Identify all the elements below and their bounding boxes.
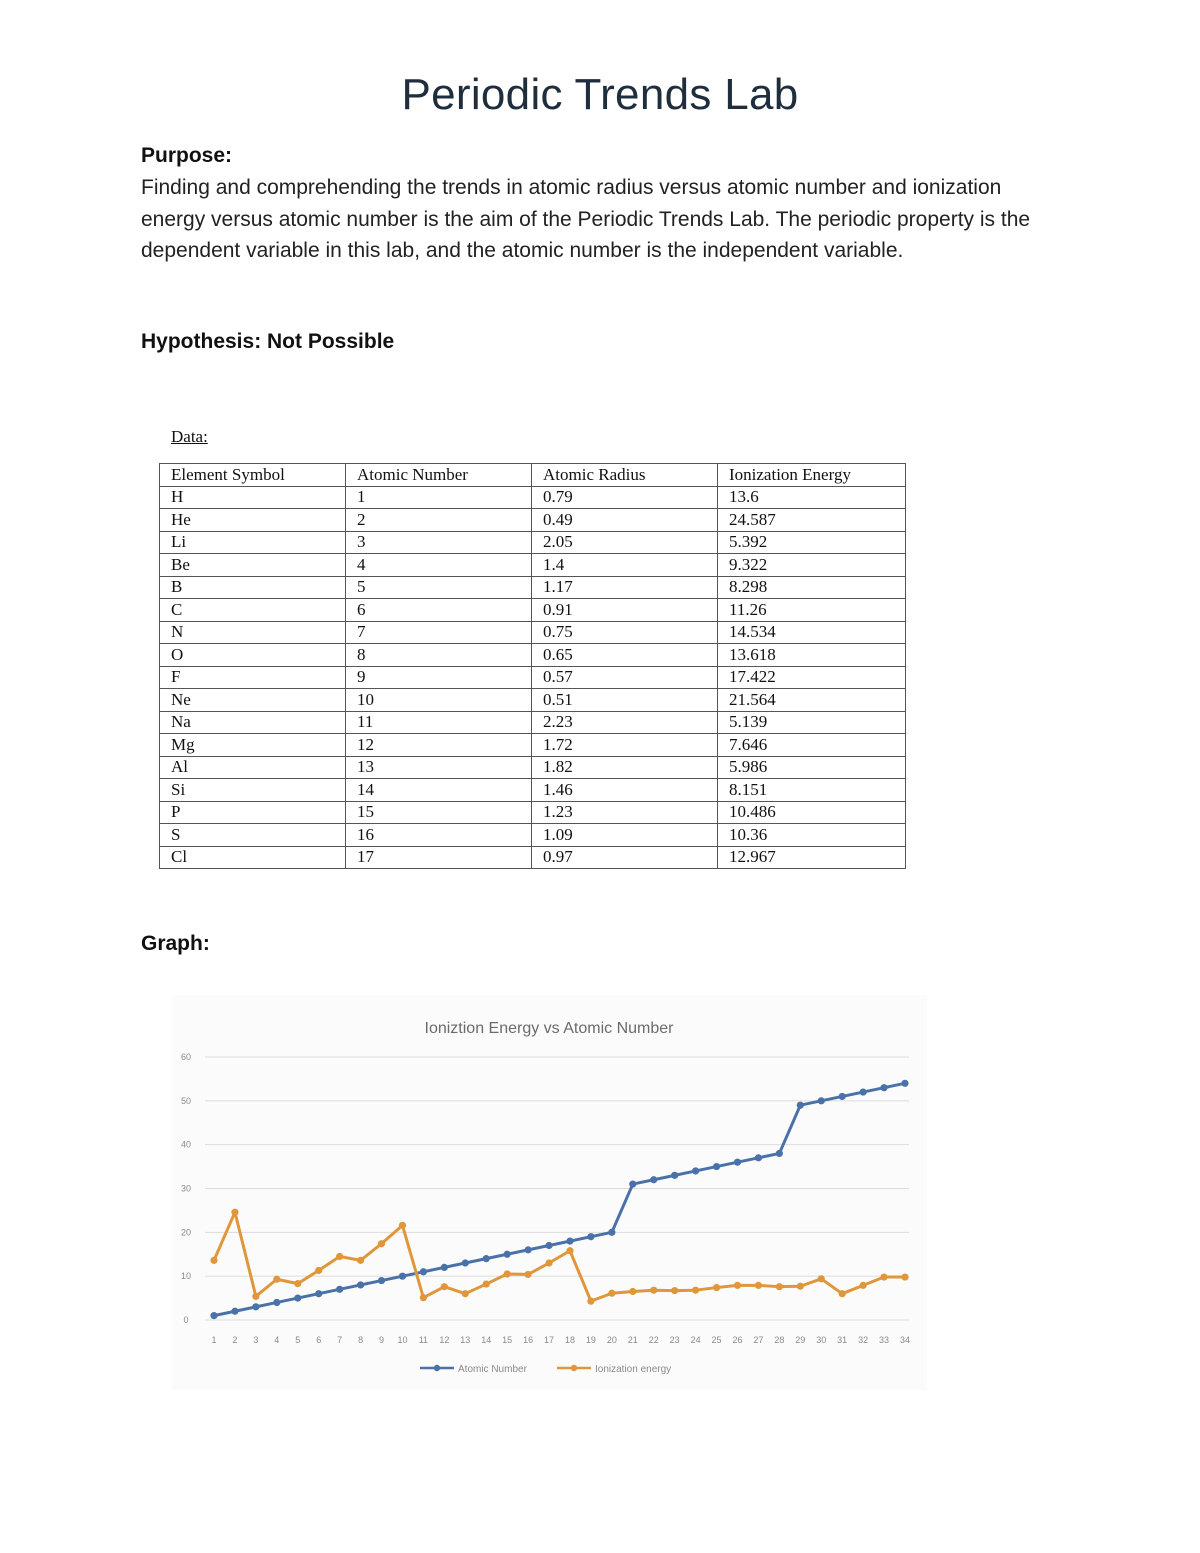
table-row <box>160 644 906 667</box>
data-point <box>671 1172 678 1179</box>
x-tick-label: 33 <box>879 1335 890 1345</box>
cell-atomic-radius: 0.57 <box>532 666 718 689</box>
x-tick-label: 19 <box>585 1335 596 1345</box>
cell-element-symbol: Na <box>160 711 346 734</box>
cell-element-symbol: S <box>160 824 346 847</box>
x-tick-label: 15 <box>502 1335 513 1345</box>
data-point <box>734 1282 741 1289</box>
cell-element-symbol: Al <box>160 756 346 779</box>
cell-atomic-number: 4 <box>346 554 532 577</box>
cell-atomic-radius: 1.82 <box>532 756 718 779</box>
x-tick-label: 22 <box>648 1335 659 1345</box>
data-point <box>545 1259 552 1266</box>
cell-ionization-energy: 7.646 <box>718 734 906 757</box>
table-row <box>160 554 906 577</box>
table-row <box>160 824 906 847</box>
x-tick-label: 31 <box>837 1335 848 1345</box>
cell-element-symbol: O <box>160 644 346 667</box>
data-point <box>294 1280 301 1287</box>
x-tick-label: 2 <box>232 1335 238 1345</box>
cell-atomic-number: 7 <box>346 621 532 644</box>
cell-ionization-energy: 12.967 <box>718 846 906 869</box>
cell-ionization-energy: 10.486 <box>718 801 906 824</box>
data-point <box>776 1150 783 1157</box>
table-row <box>160 734 906 757</box>
cell-atomic-radius: 1.72 <box>532 734 718 757</box>
cell-ionization-energy: 5.139 <box>718 711 906 734</box>
data-point <box>818 1097 825 1104</box>
x-tick-label: 18 <box>564 1335 575 1345</box>
cell-atomic-radius: 0.79 <box>532 486 718 509</box>
data-point <box>504 1270 511 1277</box>
cell-atomic-radius: 1.46 <box>532 779 718 802</box>
data-point <box>357 1257 364 1264</box>
cell-atomic-number: 1 <box>346 486 532 509</box>
cell-element-symbol: Be <box>160 554 346 577</box>
data-point <box>880 1273 887 1280</box>
cell-ionization-energy: 10.36 <box>718 824 906 847</box>
table-row <box>160 801 906 824</box>
data-point <box>860 1282 867 1289</box>
table-row <box>160 621 906 644</box>
cell-atomic-radius: 0.91 <box>532 599 718 622</box>
cell-element-symbol: C <box>160 599 346 622</box>
data-point <box>483 1255 490 1262</box>
data-point <box>901 1273 908 1280</box>
cell-atomic-radius: 0.97 <box>532 846 718 869</box>
header-ionization-energy: Ionization Energy <box>718 464 906 487</box>
data-point <box>692 1167 699 1174</box>
x-tick-label: 16 <box>523 1335 534 1345</box>
data-point <box>713 1163 720 1170</box>
data-point <box>462 1290 469 1297</box>
cell-element-symbol: Li <box>160 531 346 554</box>
data-point <box>357 1281 364 1288</box>
cell-ionization-energy: 13.618 <box>718 644 906 667</box>
cell-atomic-radius: 1.09 <box>532 824 718 847</box>
graph-heading: Graph: <box>141 932 210 955</box>
cell-ionization-energy: 13.6 <box>718 486 906 509</box>
cell-element-symbol: Ne <box>160 689 346 712</box>
cell-atomic-radius: 0.65 <box>532 644 718 667</box>
y-tick-label: 20 <box>180 1227 192 1238</box>
data-point <box>755 1154 762 1161</box>
data-point <box>524 1271 531 1278</box>
cell-element-symbol: N <box>160 621 346 644</box>
cell-ionization-energy: 21.564 <box>718 689 906 712</box>
data-point <box>336 1286 343 1293</box>
cell-ionization-energy: 24.587 <box>718 509 906 532</box>
x-tick-label: 20 <box>606 1335 617 1345</box>
data-point <box>860 1088 867 1095</box>
cell-ionization-energy: 17.422 <box>718 666 906 689</box>
data-point <box>420 1294 427 1301</box>
x-tick-label: 9 <box>379 1335 385 1345</box>
x-tick-label: 28 <box>774 1335 785 1345</box>
cell-atomic-radius: 2.23 <box>532 711 718 734</box>
cell-ionization-energy: 5.392 <box>718 531 906 554</box>
y-tick-label: 60 <box>180 1052 192 1062</box>
x-tick-label: 10 <box>397 1335 408 1345</box>
data-point <box>315 1290 322 1297</box>
data-point <box>315 1267 322 1274</box>
cell-element-symbol: Si <box>160 779 346 802</box>
cell-atomic-number: 5 <box>346 576 532 599</box>
cell-element-symbol: Mg <box>160 734 346 757</box>
data-point <box>608 1229 615 1236</box>
table-row <box>160 756 906 779</box>
x-tick-label: 12 <box>439 1335 450 1345</box>
cell-element-symbol: B <box>160 576 346 599</box>
data-point <box>692 1287 699 1294</box>
cell-atomic-radius: 0.75 <box>532 621 718 644</box>
cell-atomic-number: 17 <box>346 846 532 869</box>
data-point <box>399 1273 406 1280</box>
x-tick-label: 24 <box>690 1335 701 1345</box>
cell-element-symbol: He <box>160 509 346 532</box>
purpose-paragraph: Finding and comprehending the trends in atomic radius versus atomic number and ionization energy versus atomic number is the aim of the Periodic Trends Lab. The periodic property is the dependent variable in this lab, and the atomic number is the independent variable. <box>141 176 1031 262</box>
data-point <box>587 1298 594 1305</box>
x-tick-label: 4 <box>274 1335 280 1345</box>
cell-atomic-radius: 2.05 <box>532 531 718 554</box>
cell-atomic-radius: 1.23 <box>532 801 718 824</box>
data-point <box>231 1308 238 1315</box>
y-tick-label: 50 <box>180 1095 192 1106</box>
data-point <box>273 1299 280 1306</box>
table-row <box>160 666 906 689</box>
hypothesis-heading: Hypothesis: Not Possible <box>141 330 395 353</box>
cell-ionization-energy: 8.151 <box>718 779 906 802</box>
cell-element-symbol: P <box>160 801 346 824</box>
cell-atomic-number: 13 <box>346 756 532 779</box>
data-point <box>734 1159 741 1166</box>
legend-swatch-marker <box>571 1365 577 1371</box>
data-point <box>504 1251 511 1258</box>
cell-element-symbol: F <box>160 666 346 689</box>
data-point <box>399 1222 406 1229</box>
data-point <box>776 1283 783 1290</box>
table-row <box>160 711 906 734</box>
x-tick-label: 30 <box>816 1335 827 1345</box>
chart-container <box>172 995 927 1390</box>
data-point <box>462 1259 469 1266</box>
table-row <box>160 689 906 712</box>
data-point <box>629 1181 636 1188</box>
y-tick-label: 0 <box>183 1315 189 1325</box>
data-point <box>378 1277 385 1284</box>
data-point <box>818 1275 825 1282</box>
x-tick-label: 34 <box>899 1335 911 1345</box>
x-tick-label: 1 <box>211 1335 217 1345</box>
x-tick-label: 32 <box>858 1335 869 1345</box>
data-point <box>483 1280 490 1287</box>
data-point <box>671 1287 678 1294</box>
x-tick-label: 27 <box>753 1335 764 1345</box>
data-point <box>839 1290 846 1297</box>
cell-atomic-number: 12 <box>346 734 532 757</box>
cell-atomic-number: 2 <box>346 509 532 532</box>
table-row <box>160 599 906 622</box>
data-point <box>608 1290 615 1297</box>
legend-label: Atomic Number <box>458 1364 527 1375</box>
data-point <box>273 1276 280 1283</box>
data-point <box>797 1283 804 1290</box>
data-table <box>159 463 906 869</box>
x-tick-label: 8 <box>358 1335 364 1345</box>
data-point <box>210 1312 217 1319</box>
data-point <box>441 1283 448 1290</box>
y-tick-label: 40 <box>180 1139 192 1150</box>
cell-atomic-number: 9 <box>346 666 532 689</box>
cell-atomic-number: 15 <box>346 801 532 824</box>
x-tick-label: 14 <box>481 1335 492 1345</box>
series-line-atomic-number <box>214 1083 905 1315</box>
cell-atomic-radius: 0.51 <box>532 689 718 712</box>
cell-atomic-radius: 1.17 <box>532 576 718 599</box>
y-tick-label: 30 <box>180 1183 192 1194</box>
data-point <box>252 1293 259 1300</box>
x-tick-label: 26 <box>732 1335 743 1345</box>
data-point <box>713 1284 720 1291</box>
x-tick-label: 17 <box>544 1335 555 1345</box>
data-point <box>629 1288 636 1295</box>
data-point <box>294 1294 301 1301</box>
data-point <box>378 1240 385 1247</box>
x-tick-label: 21 <box>627 1335 638 1345</box>
x-tick-label: 11 <box>418 1335 429 1345</box>
data-point <box>545 1242 552 1249</box>
cell-ionization-energy: 5.986 <box>718 756 906 779</box>
data-point <box>231 1209 238 1216</box>
y-tick-label: 10 <box>180 1271 192 1282</box>
cell-atomic-number: 14 <box>346 779 532 802</box>
x-tick-label: 3 <box>253 1335 259 1345</box>
data-label: Data: <box>171 427 208 446</box>
cell-ionization-energy: 9.322 <box>718 554 906 577</box>
x-tick-label: 7 <box>337 1335 343 1345</box>
cell-atomic-number: 10 <box>346 689 532 712</box>
table-row <box>160 486 906 509</box>
table-row <box>160 779 906 802</box>
x-tick-label: 5 <box>295 1335 301 1345</box>
ionization-chart <box>172 995 927 1390</box>
cell-atomic-number: 6 <box>346 599 532 622</box>
table-header-row <box>160 464 906 487</box>
purpose-heading: Purpose: <box>141 144 233 167</box>
cell-atomic-number: 11 <box>346 711 532 734</box>
data-point <box>650 1176 657 1183</box>
cell-atomic-number: 3 <box>346 531 532 554</box>
data-point <box>839 1093 846 1100</box>
data-point <box>566 1247 573 1254</box>
table-row <box>160 576 906 599</box>
data-point <box>566 1238 573 1245</box>
data-point <box>755 1282 762 1289</box>
table-row <box>160 531 906 554</box>
header-atomic-number: Atomic Number <box>346 464 532 487</box>
x-tick-label: 6 <box>316 1335 322 1345</box>
chart-title: Ioniztion Energy vs Atomic Number <box>424 1020 674 1037</box>
cell-atomic-radius: 0.49 <box>532 509 718 532</box>
data-point <box>441 1264 448 1271</box>
data-point <box>650 1287 657 1294</box>
x-tick-label: 23 <box>669 1335 680 1345</box>
data-point <box>901 1080 908 1087</box>
x-tick-label: 25 <box>711 1335 722 1345</box>
cell-element-symbol: Cl <box>160 846 346 869</box>
data-point <box>797 1102 804 1109</box>
cell-element-symbol: H <box>160 486 346 509</box>
table-row <box>160 509 906 532</box>
data-point <box>210 1257 217 1264</box>
cell-atomic-number: 8 <box>346 644 532 667</box>
data-point <box>524 1246 531 1253</box>
data-point <box>880 1084 887 1091</box>
cell-ionization-energy: 11.26 <box>718 599 906 622</box>
cell-atomic-number: 16 <box>346 824 532 847</box>
cell-ionization-energy: 8.298 <box>718 576 906 599</box>
header-atomic-radius: Atomic Radius <box>532 464 718 487</box>
header-element-symbol: Element Symbol <box>160 464 346 487</box>
cell-ionization-energy: 14.534 <box>718 621 906 644</box>
x-tick-label: 29 <box>795 1335 806 1345</box>
page-title: Periodic Trends Lab <box>401 70 799 119</box>
legend-label: Ionization energy <box>595 1364 672 1375</box>
data-point <box>336 1253 343 1260</box>
data-point <box>420 1268 427 1275</box>
legend-swatch-marker <box>434 1365 440 1371</box>
cell-atomic-radius: 1.4 <box>532 554 718 577</box>
data-point <box>587 1233 594 1240</box>
table-row <box>160 846 906 869</box>
data-point <box>252 1303 259 1310</box>
x-tick-label: 13 <box>460 1335 471 1345</box>
